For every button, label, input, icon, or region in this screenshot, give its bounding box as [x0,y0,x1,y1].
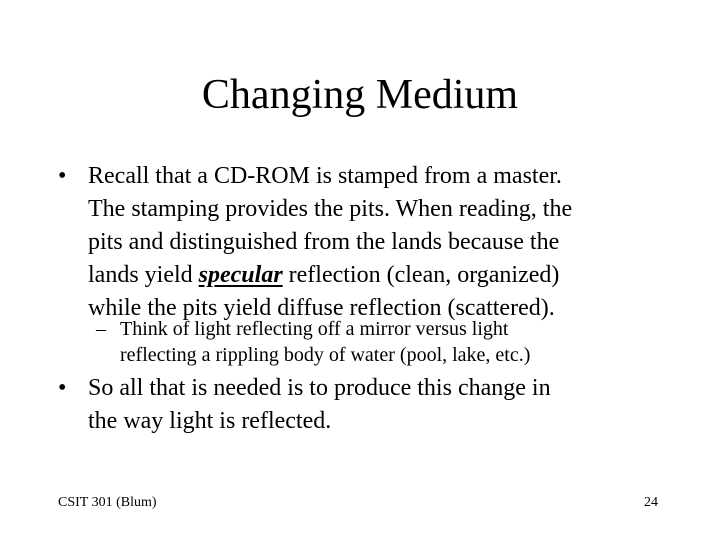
bullet-line: Recall that a CD-ROM is stamped from a master. [88,163,562,189]
bullet-marker: • [58,375,67,401]
bullet-line [88,259,559,292]
sub-bullet-line: reflecting a rippling body of water (pool, lake, etc.) [120,344,531,366]
footer-course-label: CSIT 301 (Blum) [58,495,157,510]
bullet-line: while the pits yield diffuse reflection (scattered). [88,295,555,321]
page-number: 24 [644,495,658,510]
slide-title: Changing Medium [201,72,519,118]
bullet-line: the way light is reflected. [88,408,332,434]
sub-bullet-marker: – [96,318,106,340]
bullet-line: So all that is needed is to produce this change in [88,375,551,401]
bullet-line: pits and distinguished from the lands because the [88,229,560,255]
line-text: lands yield [88,262,199,288]
emphasized-term: specular [198,262,283,288]
line-text: reflection (clean, organized) [282,262,560,288]
bullet-marker: • [58,163,67,189]
bullet-line: The stamping provides the pits. When reading, the [88,196,573,222]
sub-bullet-line: Think of light reflecting off a mirror versus light [120,318,509,340]
